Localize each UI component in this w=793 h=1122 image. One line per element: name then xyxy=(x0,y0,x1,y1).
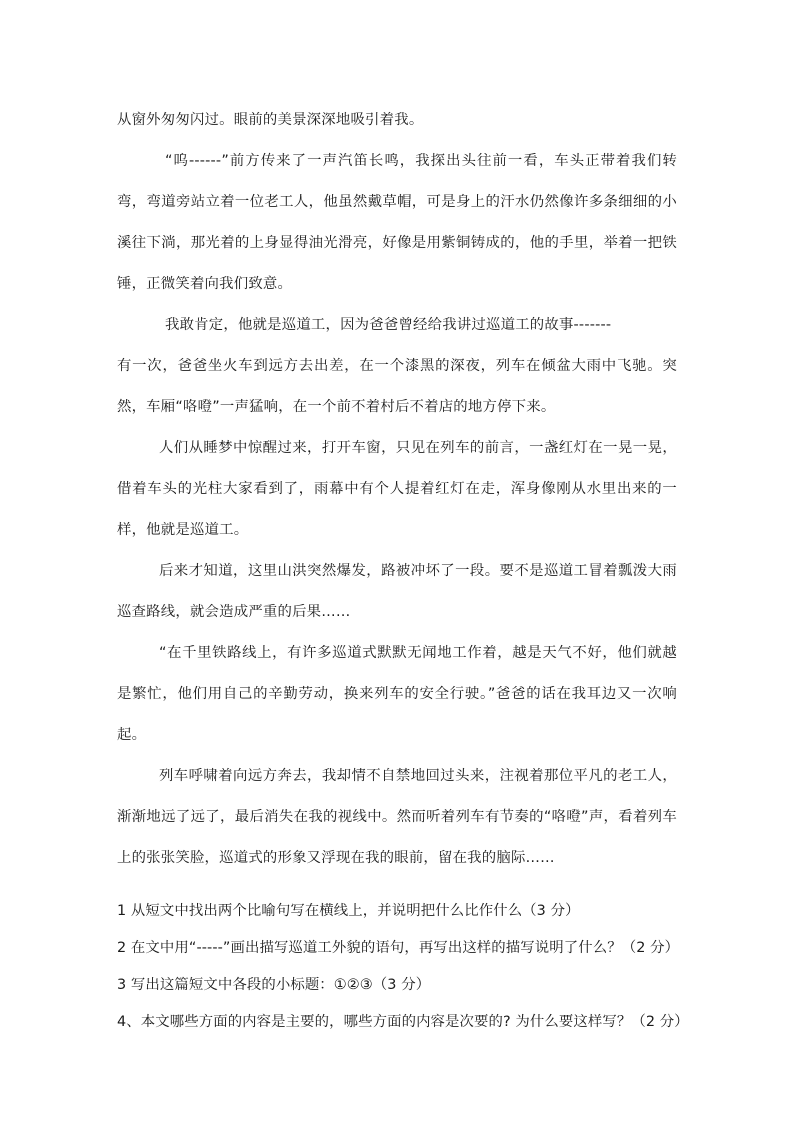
passage-paragraph-7: “在千里铁路线上，有许多巡道式默默无闻地工作着，越是天气不好，他们就越是繁忙，他们用自己的辛勤劳动，换来列车的安全行驶。”爸爸的话在我耳边又一次响起。 xyxy=(117,645,677,743)
question-item-4: 4、本文哪些方面的内容是主要的，哪些方面的内容是次要的? 为什么要这样写？（2 分） xyxy=(117,1014,689,1030)
passage-paragraph-4: 有一次，爸爸坐火车到远方去出差，在一个漆黑的深夜，列车在倾盆大雨中飞驰。突然，车厢“咯噔”一声猛响，在一个前不着村后不着店的地方停下来。 xyxy=(117,358,677,415)
passage-paragraph-6: 后来才知道，这里山洪突然爆发，路被冲坏了一段。要不是巡道工冒着瓢泼大雨巡查路线，就会造成严重的后果…… xyxy=(117,563,677,620)
passage-paragraph-1: 从窗外匆匆闪过。眼前的美景深深地吸引着我。 xyxy=(117,112,424,128)
passage-paragraph-2: “呜------”前方传来了一声汽笛长鸣，我探出头往前一看，车头正带着我们转弯，弯道旁站立着一位老工人，他虽然戴草帽，可是身上的汗水仍然像许多条细细的小溪往下淌，那光着的上身显得油光滑亮，好像是用紫铜铸成的，他的手里，举着一把铁锤，正微笑着向我们致意。 xyxy=(117,153,677,292)
passage-paragraph-8: 列车呼啸着向远方奔去，我却情不自禁地回过头来，注视着那位平凡的老工人，渐渐地远了远了，最后消失在我的视线中。然而听着列车有节奏的“咯噔”声，看着列车上的张张笑脸，巡道式的形象又浮现在我的眼前，留在我的脑际…… xyxy=(117,768,677,866)
question-item-2: 2 在文中用“-----”画出描写巡道工外貌的语句，再写出这样的描写说明了什么？（2 分） xyxy=(117,940,680,956)
question-item-3: 3 写出这篇短文中各段的小标题：①②③（3 分） xyxy=(117,977,431,993)
passage-text xyxy=(117,100,677,879)
question-item-1: 1 从短文中找出两个比喻句写在横线上，并说明把什么比作什么（3 分） xyxy=(117,903,580,919)
passage-paragraph-5: 人们从睡梦中惊醒过来，打开车窗，只见在列车的前言，一盏红灯在一晃一晃，借着车头的光柱大家看到了，雨幕中有个人提着红灯在走，浑身像刚从水里出来的一样，他就是巡道工。 xyxy=(117,440,677,538)
question-list xyxy=(117,893,689,1041)
document-body xyxy=(117,100,689,1041)
passage-paragraph-3: 我敢肯定，他就是巡道工，因为爸爸曾经给我讲过巡道工的故事------- xyxy=(165,317,612,333)
